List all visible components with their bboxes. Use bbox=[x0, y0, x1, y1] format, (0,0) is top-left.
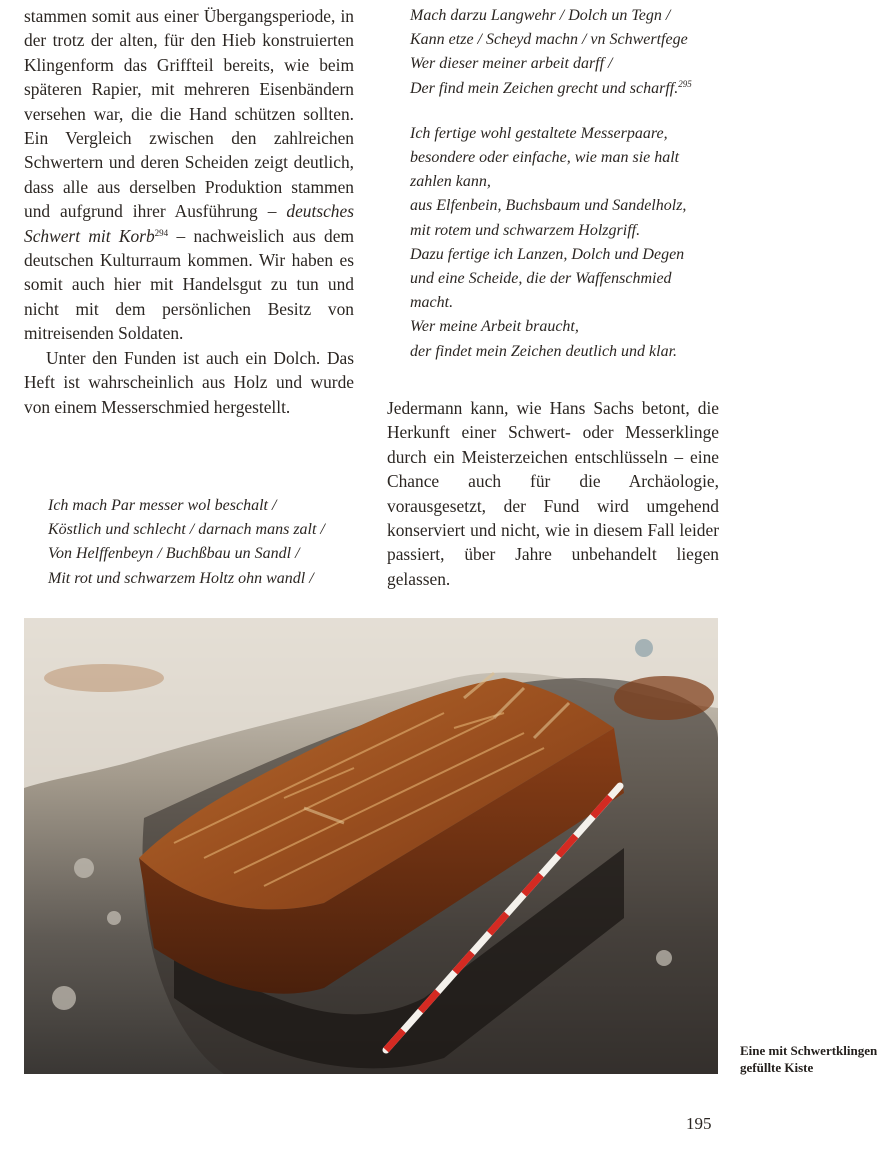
paragraph-3: Jedermann kann, wie Hans Sachs betont, die Herkunft einer Schwert- oder Messerklinge durch ein Meisterzeichen entschlüsseln – eine Chance auch für die Archäologie, vorausgesetzt, der Fund wird umgehend konserviert und nicht, wie in diesem Fall leider passiert, über Jahre unbehandelt liegen gelassen. bbox=[387, 398, 719, 589]
verse-line: Von Helffenbeyn / Buchßbau un Sandl / bbox=[48, 545, 300, 563]
verse-line: Mach darzu Langwehr / Dolch un Tegn / bbox=[410, 7, 671, 24]
figure-caption: Eine mit Schwertklingen gefüllte Kiste bbox=[740, 1043, 878, 1075]
stain-patch bbox=[44, 664, 164, 692]
verse-line: Mit rot und schwarzem Holtz ohn wandl / bbox=[48, 569, 314, 587]
right-column-text bbox=[387, 396, 719, 591]
left-column-text bbox=[24, 4, 354, 419]
verse-line-text: Der find mein Zeichen grecht und scharff. bbox=[410, 79, 679, 97]
verse-line: der findet mein Zeichen deutlich und klar. bbox=[410, 342, 678, 360]
excavation-photo-drawing bbox=[24, 618, 718, 1074]
verse-right-column bbox=[410, 4, 730, 385]
verse-line: Wer dieser meiner arbeit darff / bbox=[410, 55, 613, 73]
verse-line: Dazu fertige ich Lanzen, Dolch und Degen bbox=[410, 245, 685, 263]
paragraph-1 bbox=[24, 4, 354, 346]
verse-line: mit rotem und schwarzem Holzgriff. bbox=[410, 221, 641, 239]
verse-line: Ich mach Par messer wol beschalt / bbox=[48, 497, 277, 514]
verse-line: und eine Scheide, die der Waffenschmied macht. bbox=[410, 270, 672, 312]
paragraph-1-text: stammen somit aus einer Übergangsperiode, in der trotz der alten, für den Hieb konstruierten Klingenform das Griffteil bereits, wie beim späteren Rapier, mit mehreren Eisenbändern versehen war, die die Hand schützen sollten. Ein Vergleich zwischen den zahlreichen Schwertern und deren Scheiden zeigt deutlich, dass alle aus derselben Produktion stammen und aufgrund ihrer Ausführung – bbox=[24, 6, 354, 222]
verse-line: Ich fertige wohl gestaltete Messerpaare, bbox=[410, 124, 668, 142]
page-number: 195 bbox=[686, 1114, 712, 1133]
rust-patch bbox=[614, 676, 714, 720]
verse-line bbox=[410, 77, 730, 101]
verse-line: Köstlich und schlecht / darnach mans zalt / bbox=[48, 521, 325, 539]
verse-original-part-1 bbox=[48, 494, 348, 591]
verse-line: Kann etze / Scheyd machn / vn Schwertfege bbox=[410, 31, 688, 49]
verse-line: aus Elfenbein, Buchsbaum und Sandelholz, bbox=[410, 197, 687, 215]
paragraph-1-italic: deutsches Schwert mit Korb bbox=[24, 201, 354, 246]
verse-line: Wer meine Arbeit braucht, bbox=[410, 318, 579, 336]
verse-translation bbox=[410, 122, 730, 364]
verse-line: besondere oder einfache, wie man sie halt zahlen kann, bbox=[410, 149, 680, 191]
paragraph-2: Unter den Funden ist auch ein Dolch. Das Heft ist wahrscheinlich aus Holz und wurde von einem Messerschmied hergestellt. bbox=[24, 347, 354, 417]
verse-original-part-2 bbox=[410, 4, 730, 101]
paragraph-1-end: – nachweislich aus dem deutschen Kulturraum kommen. Wir haben es somit auch hier mit Handelsgut zu tun und nicht mit dem persönlichen Besitz von mitreisenden Soldaten. bbox=[24, 225, 354, 344]
footnote-ref-295: 295 bbox=[678, 78, 692, 89]
footnote-ref-294: 294 bbox=[154, 227, 169, 238]
excavation-photo bbox=[24, 618, 718, 1074]
